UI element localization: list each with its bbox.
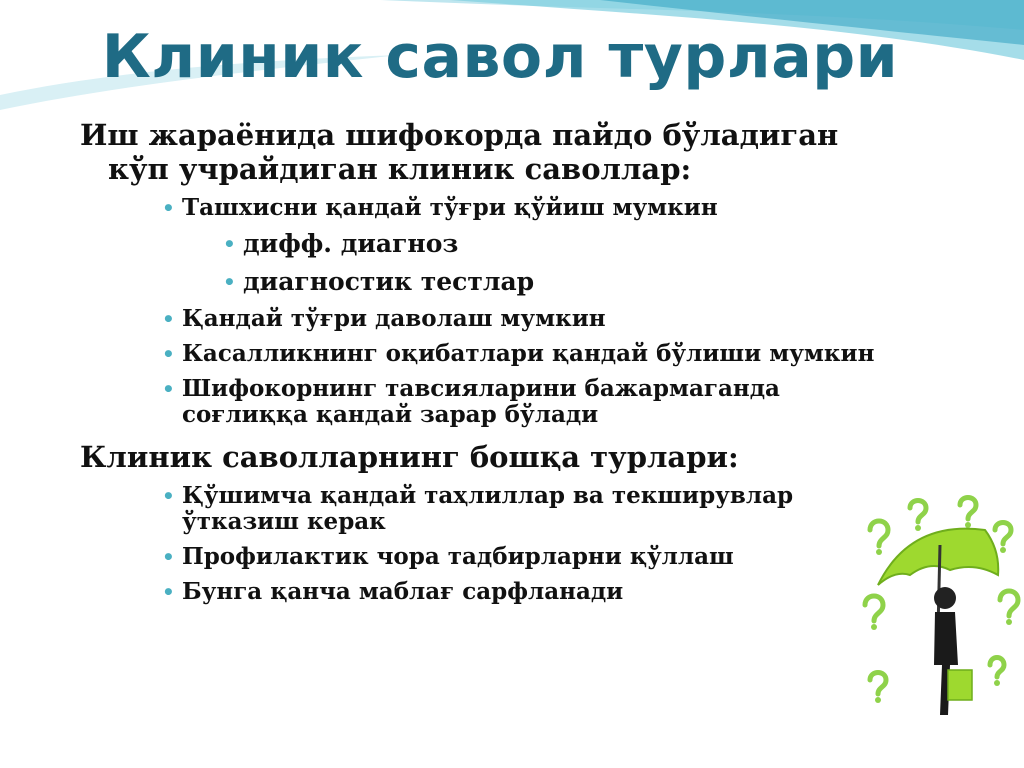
- list-item: [162, 375, 842, 428]
- person-head: [934, 587, 956, 609]
- bullet-dot-icon: •: [162, 545, 175, 569]
- bullet-dot-icon: •: [223, 232, 236, 256]
- list-item-text: Профилактик чора тадбирларни қўллаш: [182, 543, 734, 570]
- bullet-dot-icon: •: [162, 377, 175, 401]
- shopping-bag-icon: [948, 670, 972, 700]
- slide-content: [80, 118, 960, 605]
- list-item-text: Бунга қанча маблағ сарфланади: [182, 578, 624, 605]
- heading-clinical-questions: [80, 118, 960, 186]
- list-item: [223, 229, 960, 259]
- bullet-dot-icon: •: [162, 196, 175, 220]
- bullet-dot-icon: •: [223, 270, 236, 294]
- list-item-text: Шифокорнинг тавсияларини бажармаганда соғлиққа қандай зарар бўлади: [182, 375, 780, 428]
- heading1-line1: Иш жараёнида шифокорда пайдо бўладиган: [80, 118, 839, 152]
- bullet-dot-icon: •: [162, 342, 175, 366]
- list-item: [162, 194, 960, 221]
- list-item-text: Қўшимча қандай таҳлиллар ва текширувлар ўтказиш керак: [182, 482, 794, 535]
- list-item: [162, 543, 960, 570]
- bullet-list-2: [162, 305, 960, 428]
- bullet-list-1: [162, 194, 960, 221]
- bullet-list-3: [162, 482, 960, 605]
- list-item-text: Ташхисни қандай тўғри қўйиш мумкин: [182, 194, 718, 221]
- sub-bullet-list: [223, 229, 960, 297]
- list-item-text: Касалликнинг оқибатлари қандай бўлиши мумкин: [182, 340, 875, 367]
- bullet-dot-icon: •: [162, 484, 175, 508]
- heading-other-question-types: Клиник саволларнинг бошқа турлари:: [80, 440, 739, 474]
- bullet-dot-icon: •: [162, 307, 175, 331]
- list-item: [162, 305, 960, 332]
- bullet-dot-icon: •: [162, 580, 175, 604]
- list-item-text: дифф. диагноз: [243, 229, 459, 258]
- list-item-text: диагностик тестлар: [243, 267, 535, 296]
- list-item: [162, 482, 847, 535]
- heading1-line2: кўп учрайдиган клиник саволлар:: [108, 152, 692, 186]
- list-item: [162, 340, 960, 367]
- list-item: [223, 267, 960, 297]
- umbrella-person-illustration: [850, 490, 1024, 725]
- list-item-text: Қандай тўғри даволаш мумкин: [182, 305, 606, 332]
- slide-title: Клиник савол турлари: [101, 22, 899, 92]
- list-item: [162, 578, 960, 605]
